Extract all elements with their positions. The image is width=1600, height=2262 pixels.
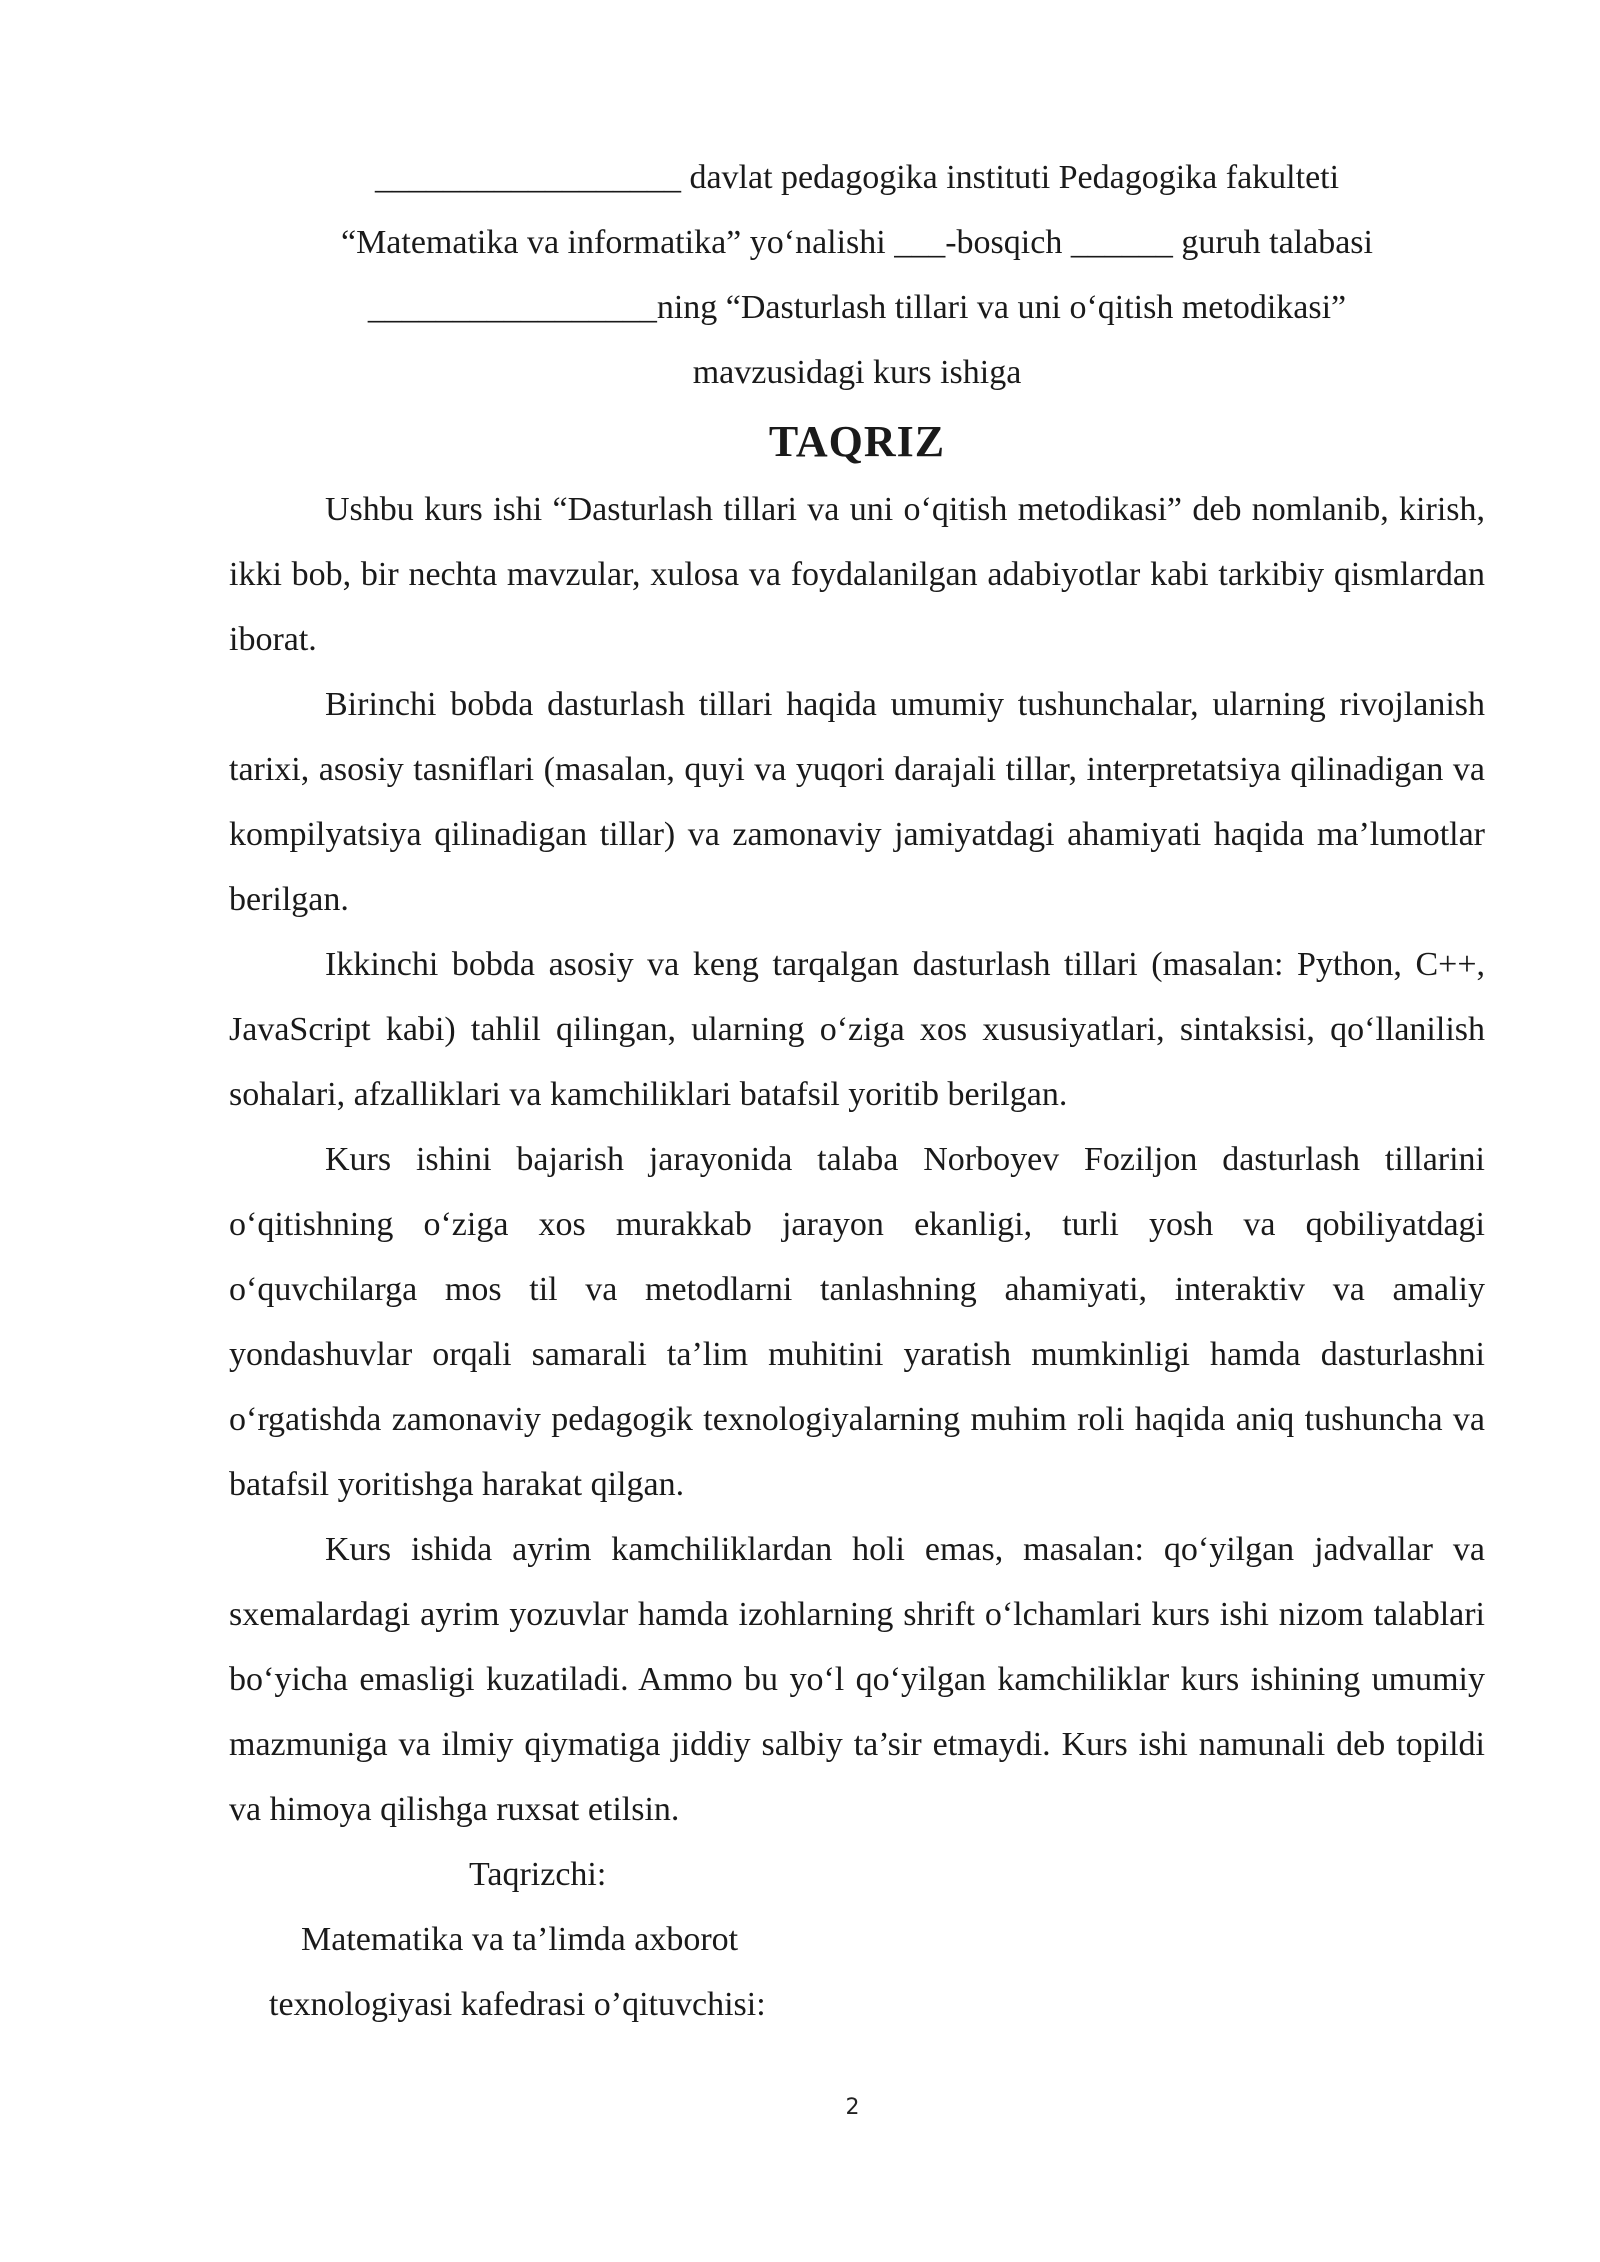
header-line-direction: “Matematika va informatika” yo‘nalishi ___-bosqich ______ guruh talabasi <box>340 224 1373 261</box>
page-number: 2 <box>845 2095 860 2120</box>
header-line-topic: _________________ning “Dasturlash tillari va uni o‘qitish metodikasi” <box>367 289 1347 326</box>
paragraph-chapter-one: Birinchi bobda dasturlash tillari haqida umumiy tushunchalar, ularning rivojlanish tarixi, asosiy tasniflari (masalan, quyi va yuqori darajali tillar, interpretatsiya qilinadigan va kompilyatsiya qilinadigan tillar) va zamonaviy jamiyatdagi ahamiyati haqida ma’lumotlar berilgan. <box>229 686 1485 918</box>
document-title: TAQRIZ <box>768 417 946 466</box>
paragraph-conclusion: Kurs ishida ayrim kamchiliklardan holi emas, masalan: qo‘yilgan jadvallar va sxemalardagi ayrim yozuvlar hamda izohlarning shrift o‘lchamlari kurs ishi nizom talablari bo‘yicha emasligi kuzatiladi. Ammo bu yo‘l qo‘yilgan kamchiliklar kurs ishining umumiy mazmuniga va ilmiy qiymatiga jiddiy salbiy ta’sir etmaydi. Kurs ishi namunali deb topildi va himoya qilishga ruxsat etilsin. <box>229 1531 1485 1828</box>
reviewer-department-line1: Matematika va ta’limda axborot <box>301 1921 739 1958</box>
paragraph-intro: Ushbu kurs ishi “Dasturlash tillari va uni o‘qitish metodikasi” deb nomlanib, kirish, ikki bob, bir nechta mavzular, xulosa va foydalanilgan adabiyotlar kabi tarkibiy qismlardan iborat. <box>229 491 1485 658</box>
document-page <box>229 145 1485 2037</box>
header-line-subject: mavzusidagi kurs ishiga <box>692 354 1022 391</box>
reviewer-label: Taqrizchi: <box>469 1856 607 1893</box>
header-line-institute: __________________ davlat pedagogika instituti Pedagogika fakulteti <box>374 159 1340 196</box>
reviewer-department-line2: texnologiyasi kafedrasi o’qituvchisi: <box>269 1986 766 2023</box>
paragraph-student-work: Kurs ishini bajarish jarayonida talaba Norboyev Foziljon dasturlash tillarini o‘qitishning o‘ziga xos murakkab jarayon ekanligi, turli yosh va qobiliyatdagi o‘quvchilarga mos til va metodlarni tanlashning ahamiyati, interaktiv va amaliy yondashuvlar orqali samarali ta’lim muhitini yaratish mumkinligi hamda dasturlashni o‘rgatishda zamonaviy pedagogik texnologiyalarning muhim roli haqida aniq tushuncha va batafsil yoritishga harakat qilgan. <box>229 1141 1485 1503</box>
reviewer-signature-block <box>229 1842 1485 2037</box>
paragraph-chapter-two: Ikkinchi bobda asosiy va keng tarqalgan dasturlash tillari (masalan: Python, C++, JavaScript kabi) tahlil qilingan, ularning o‘ziga xos xususiyatlari, sintaksisi, qo‘llanilish sohalari, afzalliklari va kamchiliklari batafsil yoritib berilgan. <box>229 946 1485 1113</box>
review-body <box>229 477 1485 1842</box>
